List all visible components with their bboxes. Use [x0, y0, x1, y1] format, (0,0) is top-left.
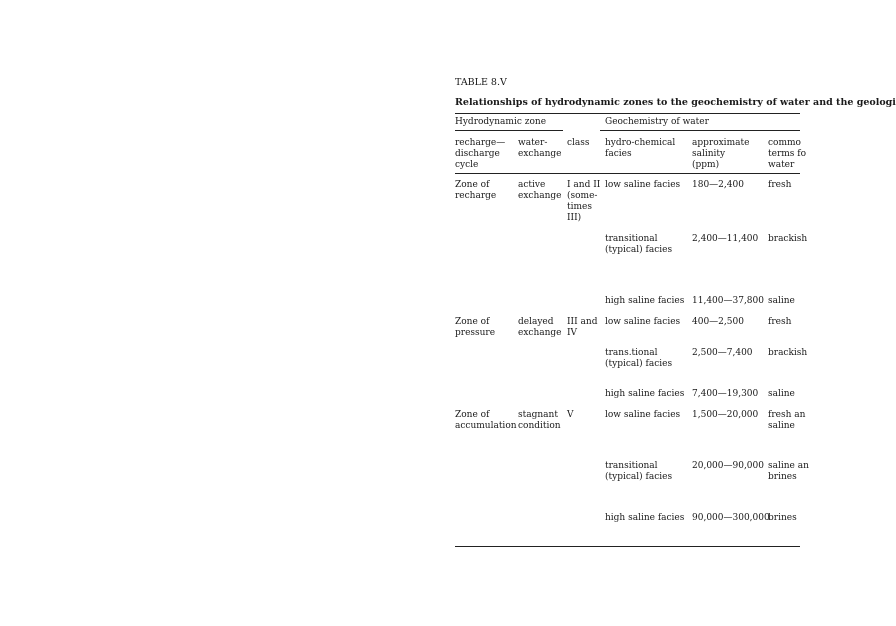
- top-rule: [455, 113, 800, 114]
- bottom-rule: [455, 546, 800, 547]
- group-header-geochemistry: Geochemistry of water: [605, 117, 709, 127]
- header-rule: [455, 173, 800, 174]
- group-rule-geochemistry: [600, 130, 800, 131]
- table-label: TABLE 8.V: [455, 77, 507, 88]
- document-page: TABLE 8.V Relationships of hydrodynamic zones to the geochemistry of water and the geologi Hydrodynamic zone Geochemistry of water recharge— discharge cycle water- exchange class hydro-chemical facies approximate salinity (ppm) commo terms fo water Zone of recharge active exchange I and II (some- times III) Zone of pressure delayed exchange III and IV Zone of accumulation stagnant condition V low saline facies 180—2,400 fresh transitional (typical) facies 2,400—11,400 brackish high saline facies 11,400—37,800 saline low saline facies 400—2,500 fresh trans.tional (typical) facies 2,500—7,400 brackish high saline facies 7,400—19,300 saline low saline facies 1,500—20,000 fresh an saline transitional (typical) facies 20,000—90,000 saline an brines high saline facies 90,000—300,000 brines: [0, 0, 800, 626]
- group-rule-hydrodynamic: [455, 130, 563, 131]
- table-title: Relationships of hydrodynamic zones to the geochemistry of water and the geologi: [455, 97, 896, 108]
- group-header-hydrodynamic: Hydrodynamic zone: [455, 117, 547, 127]
